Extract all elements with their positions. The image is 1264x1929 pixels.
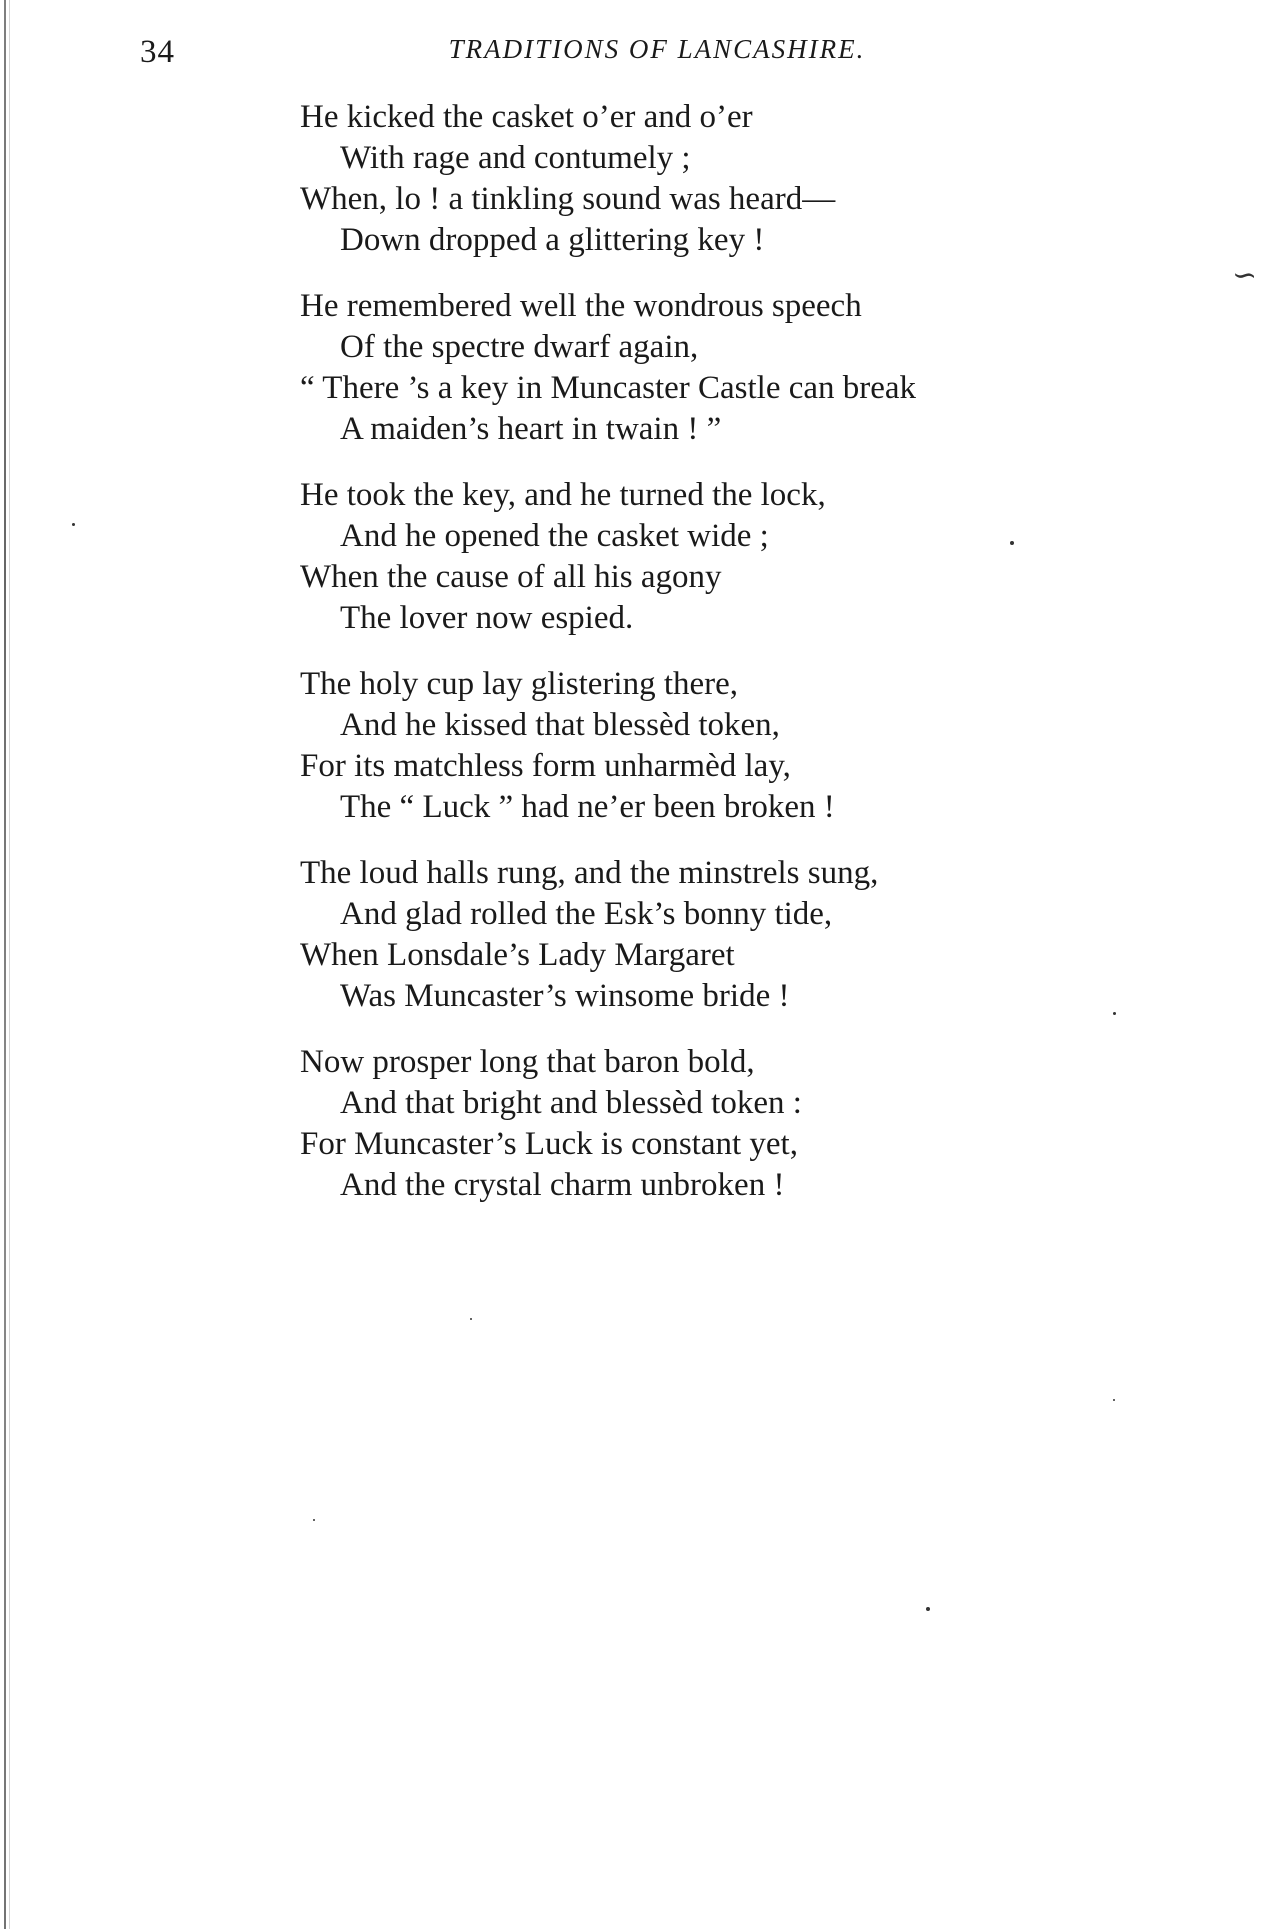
poem-line: He kicked the casket o’er and o’er — [300, 99, 753, 135]
poem-line: And glad rolled the Esk’s bonny tide, — [340, 896, 833, 932]
stanza-3 — [300, 475, 1080, 639]
poem-line: And he opened the casket wide ; — [340, 518, 769, 554]
poem-line: He remembered well the wondrous speech — [300, 288, 862, 324]
scan-speck — [313, 1519, 315, 1521]
poem-line: When, lo ! a tinkling sound was heard— — [300, 181, 836, 217]
poem-line: With rage and contumely ; — [340, 140, 691, 176]
scan-speck — [926, 1607, 930, 1611]
running-title: TRADITIONS OF LANCASHIRE. — [448, 34, 866, 64]
poem — [300, 97, 1080, 1231]
poem-line: Down dropped a glittering key ! — [340, 222, 765, 258]
poem-line: And that bright and blessèd token : — [340, 1085, 802, 1121]
poem-line: When the cause of all his agony — [300, 559, 722, 595]
stanza-2 — [300, 286, 1080, 450]
poem-line: When Lonsdale’s Lady Margaret — [300, 937, 735, 973]
page-binding-edge — [4, 0, 6, 1929]
poem-line: Now prosper long that baron bold, — [300, 1044, 755, 1080]
poem-line: A maiden’s heart in twain ! ” — [340, 411, 722, 447]
poem-line: The holy cup lay glistering there, — [300, 666, 739, 702]
poem-line: For its matchless form unharmèd lay, — [300, 748, 791, 784]
poem-line: And he kissed that blessèd token, — [340, 707, 780, 743]
scan-speck — [470, 1318, 472, 1320]
page-number: 34 — [140, 34, 175, 70]
scan-speck — [1113, 1012, 1116, 1015]
stanza-4 — [300, 664, 1080, 828]
scan-speck — [1113, 1399, 1115, 1401]
poem-line: The loud halls rung, and the minstrels sung, — [300, 855, 879, 891]
scan-mark: ∽ — [1232, 259, 1258, 292]
scan-speck — [1010, 541, 1014, 545]
poem-line: The lover now espied. — [340, 600, 634, 636]
poem-line: Of the spectre dwarf again, — [340, 329, 699, 365]
poem-line: And the crystal charm unbroken ! — [340, 1167, 785, 1203]
page-binding-shadow — [9, 0, 10, 1929]
poem-line: The “ Luck ” had ne’er been broken ! — [340, 789, 835, 825]
stanza-1 — [300, 97, 1080, 261]
stanza-6 — [300, 1042, 1080, 1206]
poem-line: “ There ’s a key in Muncaster Castle can break — [300, 370, 917, 406]
poem-line: Was Muncaster’s winsome bride ! — [340, 978, 790, 1014]
poem-line: For Muncaster’s Luck is constant yet, — [300, 1126, 798, 1162]
poem-line: He took the key, and he turned the lock, — [300, 477, 826, 513]
scan-speck — [72, 523, 75, 526]
stanza-5 — [300, 853, 1080, 1017]
